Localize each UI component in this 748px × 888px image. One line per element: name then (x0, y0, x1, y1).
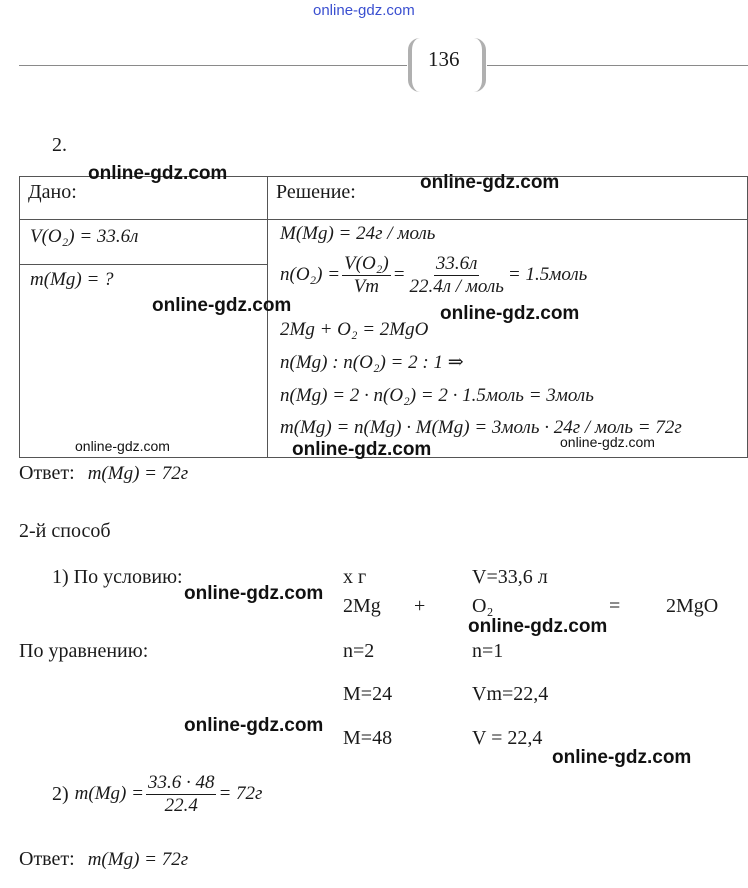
watermark-4: online-gdz.com (440, 303, 580, 324)
header-rule-right (487, 65, 748, 66)
watermark-2: online-gdz.com (420, 172, 560, 193)
watermark-3: online-gdz.com (152, 295, 292, 316)
step-2-result: = 72г (218, 783, 263, 805)
step-2-formula (52, 772, 262, 817)
fraction-v-over-vm (342, 253, 391, 298)
fraction-numeric (407, 253, 505, 298)
mg-total-mass: M=48 (343, 727, 393, 749)
reaction-equals: = (609, 595, 621, 617)
solution-line-2 (280, 253, 587, 298)
equals-sign: = (392, 264, 406, 286)
fraction-numeric-denominator: 22.4л / моль (409, 275, 504, 297)
watermark-10: online-gdz.com (184, 715, 324, 736)
by-equation-label: По уравнению: (19, 640, 149, 662)
o2-given-volume: V=33,6 л (472, 566, 548, 588)
page-number: 136 (428, 47, 460, 71)
watermark-9: online-gdz.com (468, 616, 608, 637)
mg-given-mass: x г (343, 566, 367, 588)
solution-header-divider (267, 219, 748, 220)
watermark-7: online-gdz.com (560, 434, 655, 450)
header-watermark: online-gdz.com (313, 2, 415, 19)
answer-1-label: Ответ: (19, 462, 75, 484)
reactant-o2: O₂ (472, 595, 494, 617)
watermark-11: online-gdz.com (552, 747, 692, 768)
o2-total-volume: V = 22,4 (472, 727, 543, 749)
problem-number: 2. (52, 134, 67, 156)
o2-molar-volume: Vm=22,4 (472, 683, 549, 705)
watermark-1: online-gdz.com (88, 163, 228, 184)
fraction-numeric-numerator: 33.6л (435, 253, 478, 274)
given-volume: V(O₂) = 33.6л (30, 226, 139, 247)
solution-header: Решение: (276, 181, 356, 203)
mg-molar-mass: M=24 (343, 683, 393, 705)
answer-1 (19, 462, 188, 485)
given-unknown: m(Mg) = ? (30, 269, 114, 290)
step-2-numerator: 33.6 · 48 (147, 772, 215, 793)
moles-o2-label: n(O₂) = (280, 264, 341, 286)
method-2-title: 2-й способ (19, 520, 111, 542)
header-rule-left (19, 65, 407, 66)
mg-moles: n=2 (343, 640, 375, 662)
fraction-v-denominator: Vm (353, 275, 380, 297)
given-unknown-cell (20, 265, 268, 458)
solution-line-5: n(Mg) = 2 · n(O₂) = 2 · 1.5моль = 3моль (280, 385, 594, 406)
answer-2 (19, 848, 188, 871)
solution-line-3: 2Mg + O₂ = 2MgO (280, 319, 429, 340)
answer-1-value: m(Mg) = 72г (87, 463, 189, 484)
product-mgo: 2MgO (666, 595, 719, 617)
answer-2-value: m(Mg) = 72г (87, 849, 189, 870)
watermark-5: online-gdz.com (75, 438, 170, 454)
step-2-denominator: 22.4 (164, 794, 198, 816)
plus-sign: + (414, 595, 426, 617)
fraction-v-numerator: V(O₂) (344, 253, 389, 274)
solution-line-1: M(Mg) = 24г / моль (280, 223, 436, 244)
solution-line-4: n(Mg) : n(O₂) = 2 : 1 ⇒ (280, 352, 464, 373)
step-2-left: m(Mg) = (74, 783, 144, 805)
answer-2-label: Ответ: (19, 848, 75, 870)
step-2-label: 2) (52, 782, 69, 805)
step-2-fraction (146, 772, 217, 817)
watermark-6: online-gdz.com (292, 439, 432, 460)
reactant-mg: 2Mg (343, 595, 381, 617)
solution-line-6: m(Mg) = n(Mg) · M(Mg) = 3моль · 24г / моль = 72г (280, 417, 682, 438)
step-1-label: 1) По условию: (52, 566, 183, 588)
o2-moles: n=1 (472, 640, 504, 662)
watermark-8: online-gdz.com (184, 583, 324, 604)
moles-o2-result: = 1.5моль (507, 264, 588, 286)
given-volume-cell (20, 220, 268, 265)
given-header: Дано: (28, 181, 77, 203)
